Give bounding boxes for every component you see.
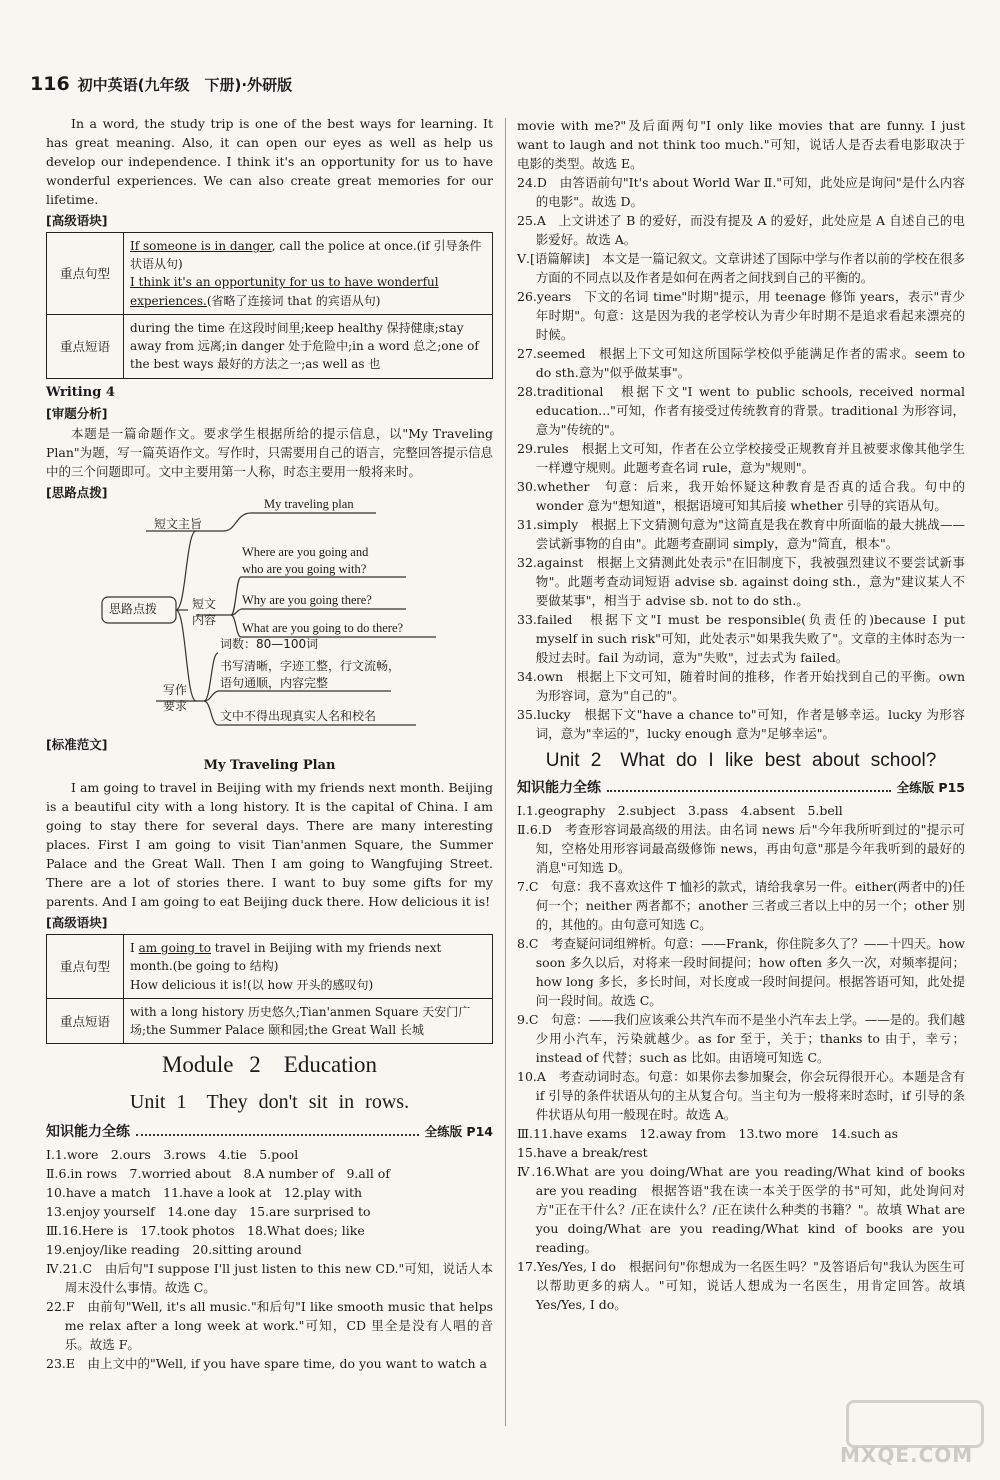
answer-line: Ⅳ.21.C 由后句"I suppose I'll just listen to this new CD."可知，说话人本周末没什么事情。故选 C。 <box>46 1260 493 1295</box>
watermark-text: MXQE.COM <box>840 1442 974 1467</box>
section-label-thinking: [思路点拨] <box>46 485 108 501</box>
section-title: 知识能力全练 <box>517 779 601 796</box>
intro-paragraph: In a word, the study trip is one of the best ways for learning. It has great meaning. Also, it can open our eyes as well as help us develop our independence. I think it's an opportunity for us to have wonderful experiences. We can also create great memories for our lifetime. <box>46 116 493 207</box>
mindmap-branch-requirements: 写作要求 <box>163 683 188 713</box>
underlined-phrase: If someone is in danger <box>130 239 272 253</box>
answer-line: 26.years 下文的名词 time"时期"提示，用 teenage 修饰 years，表示"青少年时期"。句意：这是因为我的老学校认为青少年时期不是追求看起来漂亮的时候。 <box>517 289 965 342</box>
answer-line: 27.seemed 根据上下文可知这所国际学校似乎能满足作者的需求。seem to do sth.意为"似乎做某事"。 <box>517 346 965 380</box>
section-label-advanced-chunks: [高级语块] <box>46 213 108 228</box>
answers-right-top <box>517 116 965 743</box>
table-value-cell: during the time 在这段时间里;keep healthy 保持健康;stay away from 远离;in danger 处于危险中;in a word 总之;one of the best ways 最好的方法之一;as well as 也 <box>124 314 493 378</box>
underlined-phrase: am going to <box>138 941 211 956</box>
answer-line: Ⅰ.1.wore 2.ours 3.rows 4.tie 5.pool <box>46 1146 299 1162</box>
answer-line: 10.have a match 11.have a look at 12.play with <box>46 1184 363 1200</box>
model-essay: I am going to travel in Beijing with my friends next month. Beijing is a beautiful city with a long history. It is the capital of China. I am going to stay there for several days. There are many interesting places. First I am going to visit Tian'anmen Square, the Summer Palace and the Great Wall. Then I am going to Wangfujing Street. There are a lot of stories there. I want to buy some gifts for my parents. And I am going to eat Beijing duck there. How delicious it is! <box>46 780 493 910</box>
table-value-cell: with a long history 历史悠久;Tian'anmen Square 天安门广场;the Summer Palace 颐和园;the Great Wall 长城 <box>124 998 493 1043</box>
left-column <box>46 114 493 1373</box>
table-value-cell <box>124 233 493 315</box>
answer-line: Ⅰ.1.geography 2.subject 3.pass 4.absent 5.bell <box>517 803 843 819</box>
mindmap-root: 思路点拨 <box>109 602 158 617</box>
page-header <box>30 70 500 98</box>
answer-line: Ⅱ.6.D 考查形容词最高级的用法。由名词 news 后"今年我所听到过的"提示可知，空格处用形容词最高级修饰 news，再由句意"那是今年我听到的最好的消息"可知选 D。 <box>517 822 965 876</box>
dotted-leader <box>607 780 891 792</box>
dotted-leader <box>136 1124 419 1136</box>
answer-line: 32.against 根据上文猜测此处表示"在旧制度下，我被强烈建议不要尝试新事物"。此题考查动词短语 advise sb. against doing sth.，意为"建议某人不要做某事"，相当于 advise sb. not to do sth.。 <box>517 555 965 608</box>
mindmap-leaf-question-3: What are you going to do there? <box>242 621 404 636</box>
answer-line: 9.C 句意：——我们应该乘公共汽车而不是坐小汽车去上学。——是的。我们越少用小汽车，污染就越少。as for 至于，关于；thanks to 由于，幸亏；instead of 代替；such as 比如。由语境可知选 C。 <box>517 1012 965 1066</box>
mindmap-branch-content: 短文内容 <box>192 597 217 627</box>
key-phrases-table-1 <box>46 232 493 379</box>
mind-map <box>46 497 493 733</box>
key-phrases-table-2 <box>46 934 493 1044</box>
section-page-ref: 全练版 P15 <box>896 779 965 795</box>
answer-line: Ⅲ.11.have exams 12.away from 13.two more 14.such as <box>517 1126 899 1142</box>
table-key-cell: 重点短语 <box>47 314 124 378</box>
underlined-phrase: I think it's an opportunity for us to have wonderful experiences. <box>130 275 439 308</box>
answer-line: 15.have a break/rest <box>517 1145 648 1161</box>
answer-line: 17.Yes/Yes, I do 根据问句"你想成为一名医生吗？"及答语后句"我认为医生可以帮助更多的病人。"可知，说话人想成为一名医生，用肯定回答。故填 Yes/Yes, I do。 <box>517 1259 965 1313</box>
answer-line: 22.F 由前句"Well, it's all music."和后句"I like smooth music that helps me relax after a long week at work."可知，CD 里全是没有人唱的音乐。故选 F。 <box>46 1298 493 1352</box>
answer-line: 19.enjoy/like reading 20.sitting around <box>46 1241 302 1257</box>
analysis-text: 本题是一篇命题作文。要求学生根据所给的提示信息，以"My Traveling Plan"为题，写一篇英语作文。写作时，只需要用自己的语言，完整回答提示信息中的三个问题即可。文中主要用第一人称，时态主要用一般将来时。 <box>46 426 493 480</box>
mindmap-leaf-writing-1b: 语句通顺，内容完整 <box>220 676 329 691</box>
sentence-note: (省略了连接词 that 的宾语从句) <box>206 293 381 308</box>
mindmap-leaf-writing-2: 文中不得出现真实人名和校名 <box>220 709 377 724</box>
sentence-text: I <box>130 941 139 956</box>
answer-line: Ⅴ.[语篇解读] 本文是一篇记叙文。文章讲述了国际中学与作者以前的学校在很多方面的不同点以及作者是如何在两者之间找到自己的平衡的。 <box>517 251 965 285</box>
writing-title: Writing 4 <box>46 384 115 400</box>
module-title: Module 2 Education <box>161 1052 378 1078</box>
answer-line: Ⅳ.16.What are you doing/What are you reading/What kind of books are you reading 根据答语"我在读一本关于医学的书"可知，此处询问对方"正在干什么？/正在读什么？/正在读什么种类的书籍？"。故填 What are you doing/What are you reading/What kind of books are you reading。 <box>517 1164 965 1256</box>
table-key-cell: 重点句型 <box>47 233 124 315</box>
unit-2-title: Unit 2 What do I like best about school? <box>545 750 937 771</box>
answer-line: 31.simply 根据上下文猜测句意为"这简直是我在教育中所面临的最大挑战——尝试新事物的自由"。此题考查副词 simply，意为"简直，根本"。 <box>517 517 965 551</box>
answer-line: Ⅱ.6.in rows 7.worried about 8.A number of 9.all of <box>46 1165 390 1181</box>
table-value-cell <box>124 935 493 999</box>
answer-line: 10.A 考查动词时态。句意：如果你去参加聚会，你会玩得很开心。本题是含有 if 引导的条件状语从句的主从复合句。当主句为一般将来时态时，if 引导的条件状语从句用一般现在时。故选 A。 <box>517 1069 965 1123</box>
answer-line: 25.A 上文讲述了 B 的爱好，而没有提及 A 的爱好，此处应是 A 自述自己的电影爱好。故选 A。 <box>517 213 965 247</box>
sentence-text: travel in Beijing with my friends next month.(be going to 结构) <box>130 941 442 974</box>
section-label-model-essay: [标准范文] <box>46 737 108 753</box>
answer-line: 8.C 考查疑问词组辨析。句意：——Frank，你住院多久了？——十四天。how soon 多久以后，对将来一段时间提问；how often 多久一次，对频率提问；how long 多长，多长时间，对长度或一段时间提问。根据答语可知，此处提问一段时间。故选 C。 <box>517 936 965 1009</box>
answer-line: 28.traditional 根据下文"I went to public schools, received normal education..."可知，作者有接受过传统教育的背景。traditional 为形容词，意为"传统的"。 <box>517 384 965 437</box>
answer-line: 24.D 由答语前句"It's about World War Ⅱ."可知，此处应是询问"是什么内容的电影"。故选 D。 <box>517 175 965 209</box>
section-header-2 <box>517 778 965 799</box>
answer-line: Ⅲ.16.Here is 17.took photos 18.What does; like <box>46 1222 365 1238</box>
answers-left <box>46 1145 493 1373</box>
section-page-ref: 全练版 P14 <box>424 1123 493 1139</box>
answer-line: movie with me?"及后面两句"I only like movies that are funny. I just want to laugh and not think too much."可知，说话人是否去看电影取决于电影的类型。故选 E。 <box>517 118 965 171</box>
mindmap-leaf-theme: My traveling plan <box>264 497 354 512</box>
answer-line: 13.enjoy yourself 14.one day 15.are surprised to <box>46 1203 371 1219</box>
sentence-text: , call the police at once.(if 引导条件状语从句) <box>130 239 482 272</box>
mindmap-leaf-question-1a: Where are you going and <box>242 545 369 560</box>
watermark-logo <box>840 1400 990 1470</box>
mindmap-branch-theme: 短文主旨 <box>154 517 203 532</box>
section-title: 知识能力全练 <box>46 1123 130 1140</box>
answer-line: 35.lucky 根据下文"have a chance to"可知，作者是够幸运。lucky 为形容词，意为"幸运的"，lucky enough 意为"足够幸运"。 <box>517 707 965 741</box>
table-key-cell: 重点短语 <box>47 998 124 1043</box>
answer-line: 29.rules 根据上文可知，作者在公立学校接受正规教育并且被要求像其他学生一样遵守规则。此题考查名词 rule，意为"规则"。 <box>517 441 965 475</box>
section-header-1 <box>46 1122 493 1143</box>
unit-1-title: Unit 1 They don't sit in rows. <box>129 1091 410 1114</box>
book-title: 初中英语(九年级 下册)·外研版 <box>77 76 293 94</box>
mindmap-leaf-word-count: 词数：80—100词 <box>220 637 319 652</box>
sentence-text: How delicious it is!(以 how 开头的感叹句) <box>130 977 374 992</box>
answers-right-bottom <box>517 801 965 1314</box>
answer-line: 7.C 句意：我不喜欢这件 T 恤衫的款式，请给我拿另一件。either(两者中的)任何一个；neither 两者都不；another 三者或三者以上中的另一个；other 别的，其他的。由句意可知选 C。 <box>517 879 965 933</box>
table-key-cell: 重点句型 <box>47 935 124 999</box>
mindmap-leaf-question-2: Why are you going there? <box>242 593 372 608</box>
mindmap-leaf-writing-1a: 书写清晰，字迹工整，行文流畅， <box>220 659 401 674</box>
section-label-analysis: [审题分析] <box>46 406 108 422</box>
answer-line: 33.failed 根据下文"I must be responsible(负责任的)because I put myself in such risk"可知，此处表示"如果我失败了"。文章的主体时态为一般过去时。fail 为动词，意为"失败"，过去式为 failed。 <box>517 612 965 665</box>
answer-line: 30.whether 句意：后来，我开始怀疑这种教育是否真的适合我。句中的 wonder 意为"想知道"，根据语境可知其后接 whether 引导的宾语从句。 <box>517 479 965 513</box>
essay-title: My Traveling Plan <box>203 758 336 774</box>
right-column <box>517 116 965 1314</box>
answer-line: 34.own 根据上下文可知，随着时间的推移，作者开始找到自己的平衡。own 为形容词，意为"自己的"。 <box>517 669 965 703</box>
answer-line: 23.E 由上文中的"Well, if you have spare time, do you want to watch a <box>46 1355 487 1371</box>
column-divider <box>505 118 506 1426</box>
mindmap-leaf-question-1b: who are you going with? <box>242 562 367 577</box>
page-number: 116 <box>30 73 70 95</box>
section-label-advanced-chunks-2: [高级语块] <box>46 915 108 931</box>
